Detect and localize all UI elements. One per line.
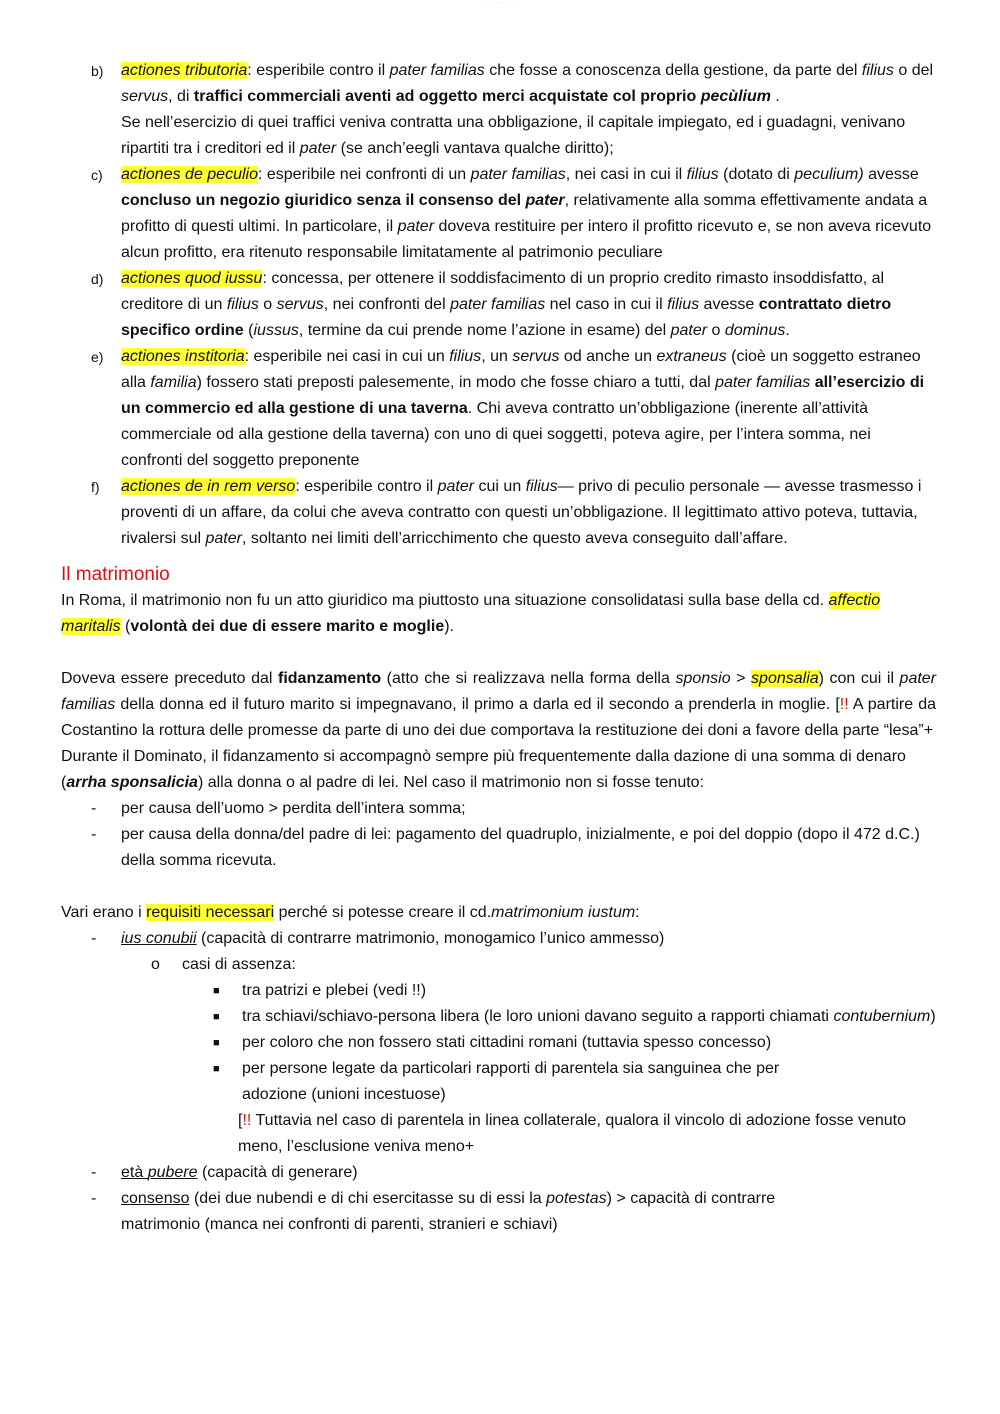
text-run: ) fossero stati preposti palesemente, in modo che fosse chiaro a tutti, dal — [196, 374, 716, 391]
text-run: contrattato dietro specifico ordine — [121, 296, 892, 339]
text-run: potestas — [546, 1190, 607, 1207]
text-run: ) — [930, 1008, 936, 1025]
text-run: doveva restituire per intero il profitto ricevuto e, se non aveva ricevuto alcun profitto, era ritenuto responsabile limitatamente al patrimonio peculiare — [121, 218, 932, 261]
text-run: , relativamente alla somma effettivamente andata a profitto di questi ultimi. In particolare, il — [121, 192, 928, 235]
text-run: volontà dei due di essere marito e moglie — [130, 618, 445, 635]
text-run: avesse — [863, 166, 919, 183]
text-run: servus — [512, 348, 560, 365]
paragraph-fidanzamento — [61, 666, 936, 744]
text-run: , nei confronti del — [323, 296, 451, 313]
text-run: iussus — [253, 322, 299, 339]
text-run: (se anch’eegli vantava qualche diritto); — [336, 140, 614, 157]
paragraph-intro — [61, 588, 936, 640]
note-paragraph — [61, 1108, 936, 1160]
text-run: tra patrizi e plebei (vedi !!) — [242, 982, 427, 999]
list-marker: - — [91, 826, 97, 843]
text-run: A partire da Costantino la rottura delle promesse da parte di uno dei due comportava la restituzione dei doni a favore della parte “lesa”+ — [61, 696, 937, 739]
text-run: pater — [299, 140, 337, 157]
list-item-text — [121, 1160, 936, 1186]
text-run: !! — [839, 696, 849, 713]
text-run: familia — [150, 374, 197, 391]
list-item-text — [242, 1004, 936, 1030]
list-item-text — [121, 796, 936, 822]
text-run: , soltanto nei limiti dell’arricchimento che questo aveva conseguito dall’affare. — [241, 530, 788, 547]
list-item-text — [121, 1186, 816, 1238]
text-run: concluso un negozio giuridico senza il consenso del — [121, 192, 526, 209]
text-run: pater — [437, 478, 475, 495]
list-item-text — [242, 1030, 936, 1056]
paragraph-requisiti — [61, 900, 936, 926]
text-run: filius — [667, 296, 700, 313]
text-run: arrha sponsalicia — [66, 774, 198, 791]
list-marker: o — [151, 956, 160, 973]
text-run: : esperibile nei casi in cui un — [244, 348, 450, 365]
text-run: (cioè un soggetto estraneo alla — [121, 348, 921, 391]
text-run: ) > capacità di contrarre matrimonio (manca nei confronti di parenti, stranieri e schiavi) — [121, 1190, 776, 1233]
text-run: : esperibile contro il — [247, 62, 390, 79]
spacer — [61, 640, 936, 666]
text-run: : esperibile nei confronti di un — [257, 166, 471, 183]
text-run: filius — [449, 348, 482, 365]
text-run: o — [258, 296, 277, 313]
text-run: — privo di peculio personale — avesse trasmesso i proventi di un affare, da colui che aveva contratto con questi un’obbligazione. Il legittimato attivo poteva, tuttavia, rivalersi sul — [121, 478, 922, 547]
text-run: . — [785, 322, 790, 339]
text-run: ( — [243, 322, 254, 339]
text-run: età — [121, 1164, 148, 1181]
spacer — [61, 874, 936, 900]
text-run: pater — [205, 530, 242, 547]
text-run: [ — [238, 1112, 243, 1129]
list-item — [61, 822, 936, 874]
bullet-square-icon: ■ — [213, 1011, 220, 1023]
text-run: Durante il Dominato, il fidanzamento si accompagnò sempre più frequentemente dalla dazione di una somma di denaro ( — [61, 748, 906, 791]
text-run: peculium) — [794, 166, 864, 183]
list-item-text — [121, 926, 936, 952]
list-item — [61, 926, 936, 952]
list-item-text — [121, 162, 936, 266]
list-item — [61, 1186, 936, 1238]
list-item-text — [242, 1056, 826, 1108]
text-run: matrimonium iustum — [491, 904, 636, 921]
section-heading: Il matrimonio — [61, 564, 170, 585]
text-run: In Roma, il matrimonio non fu un atto giuridico ma piuttosto una situazione consolidatasi sulla base della cd. — [61, 592, 829, 609]
list-marker: b) — [91, 63, 104, 79]
text-run: filius — [861, 62, 894, 79]
text-run: traffici commerciali aventi ad oggetto merci acquistate col proprio — [193, 88, 701, 105]
text-run: pater familias — [715, 374, 811, 391]
text-run: : esperibile contro il — [295, 478, 438, 495]
text-run: servus — [276, 296, 324, 313]
document-body — [61, 58, 936, 1238]
text-run: , nei casi in cui il — [565, 166, 687, 183]
list-item — [61, 952, 936, 978]
text-run: sponsalia — [751, 670, 819, 687]
text-run: Tuttavia nel caso di parentela in linea collaterale, qualora il vincolo di adozione fosse venuto meno, l’esclusione veniva meno+ — [238, 1112, 906, 1155]
text-run: pecùlium — [700, 88, 771, 105]
list-item-text — [121, 474, 936, 552]
header-mark: · · · · · · · · · — [486, 0, 514, 6]
text-run: ) alla donna o al padre di lei. Nel caso il matrimonio non si fosse tenuto: — [197, 774, 705, 791]
list-item-text — [182, 952, 936, 978]
text-run: affectio maritalis — [61, 592, 881, 635]
text-run: Vari erano i — [61, 904, 147, 921]
text-run: o del — [893, 62, 934, 79]
text-run: filius — [525, 478, 558, 495]
text-run: Se nell’esercizio di quei traffici veniva contratta una obbligazione, il capitale impiegato, ed i guadagni, venivano ripartiti tra i creditori ed il — [121, 114, 906, 157]
list-marker: - — [91, 800, 97, 817]
text-run: : — [635, 904, 640, 921]
list-marker: c) — [91, 167, 103, 183]
text-run: casi di assenza: — [182, 956, 296, 973]
text-run: od anche un — [559, 348, 657, 365]
list-marker: - — [91, 1190, 97, 1207]
text-run: , termine da cui prende nome l’azione in esame) del — [298, 322, 671, 339]
text-run: o — [707, 322, 725, 339]
text-run: dominus — [724, 322, 786, 339]
text-run: cui un — [474, 478, 526, 495]
list-item — [61, 344, 936, 474]
text-run: tra schiavi/schiavo-persona libera (le loro unioni davano seguito a rapporti chiamati — [242, 1008, 834, 1025]
text-run: per causa della donna/del padre di lei: pagamento del quadruplo, inizialmente, e poi del doppio (dopo il 472 d.C.) della somma ricevuta. — [121, 826, 920, 869]
list-item — [61, 266, 936, 344]
text-run: filius — [686, 166, 719, 183]
text-run: pater — [670, 322, 708, 339]
text-run: ( — [120, 618, 131, 635]
text-run: all’esercizio di un commercio ed alla gestione di una taverna — [121, 374, 925, 417]
text-run: Doveva essere preceduto dal — [61, 670, 278, 687]
text-run: !! — [242, 1112, 252, 1129]
text-run: , di — [168, 88, 194, 105]
list-marker: - — [91, 1164, 97, 1181]
actions-list — [61, 58, 936, 552]
text-run: > — [730, 670, 752, 687]
list-marker: e) — [91, 349, 104, 365]
text-run: della donna ed il futuro marito si impegnavano, il primo a darla ed il secondo a prenderla in moglie. [ — [115, 696, 840, 713]
text-run: (atto che si realizzava nella forma della — [381, 670, 676, 687]
list-item-text — [121, 344, 936, 474]
bullet-square-icon: ■ — [213, 1037, 220, 1049]
text-run: sponsio — [675, 670, 731, 687]
text-run: . — [770, 88, 780, 105]
bullet-square-icon: ■ — [213, 1063, 220, 1075]
text-run: pater familias — [470, 166, 566, 183]
list-marker: - — [91, 930, 97, 947]
paragraph-dominato — [61, 744, 936, 796]
list-item — [61, 1004, 936, 1030]
list-marker: f) — [91, 479, 100, 495]
text-run: pater familias — [450, 296, 546, 313]
list-item — [61, 796, 936, 822]
text-run: servus — [121, 88, 169, 105]
list-item-text — [121, 58, 936, 162]
text-run: perché si potesse creare il cd. — [274, 904, 492, 921]
text-run: filius — [226, 296, 259, 313]
text-run: (dotato di — [718, 166, 795, 183]
text-run: pater — [525, 192, 565, 209]
text-run: actiones quod iussu — [121, 270, 263, 287]
list-item — [61, 474, 936, 552]
list-item — [61, 58, 936, 162]
text-run: per coloro che non fossero stati cittadini romani (tuttavia spesso concesso) — [242, 1034, 772, 1051]
text-run: ius conubii — [121, 930, 197, 947]
text-run: pater familias — [389, 62, 485, 79]
list-marker: d) — [91, 271, 104, 287]
text-run: contubernium — [833, 1008, 931, 1025]
text-run: nel caso in cui il — [545, 296, 668, 313]
list-item — [61, 1030, 936, 1056]
text-run: pater — [397, 218, 435, 235]
text-run: che fosse a conoscenza della gestione, da parte del — [484, 62, 862, 79]
text-run: pater familias — [61, 670, 937, 713]
list-item-text — [242, 978, 936, 1004]
text-run: (capacità di generare) — [197, 1164, 358, 1181]
text-run: extraneus — [656, 348, 727, 365]
text-run: . Chi aveva contratto un’obbligazione (inerente all’attività commerciale od alla gestione della taverna) con uno di quei soggetti, poteva agire, per l’intera somma, nei confronti del soggetto preponente — [121, 400, 871, 469]
text-run: ). — [444, 618, 454, 635]
list-item-text — [121, 266, 936, 344]
text-run: consenso — [121, 1190, 190, 1207]
list-item — [61, 162, 936, 266]
bullet-square-icon: ■ — [213, 985, 220, 997]
text-run: (dei due nubendi e di chi esercitasse su di essi la — [189, 1190, 547, 1207]
text-run: per causa dell’uomo > perdita dell’intera somma; — [121, 800, 466, 817]
text-run: actiones institoria — [121, 348, 245, 365]
list-item — [61, 1056, 936, 1108]
list-item — [61, 978, 936, 1004]
text-run: per persone legate da particolari rapporti di parentela sia sanguinea che per adozione (unioni incestuose) — [242, 1060, 780, 1103]
list-item — [61, 1160, 936, 1186]
text-run: fidanzamento — [278, 670, 382, 687]
text-run: avesse — [699, 296, 759, 313]
text-run: pubere — [147, 1164, 198, 1181]
text-run: , un — [481, 348, 513, 365]
text-run: actiones de peculio — [121, 166, 258, 183]
text-run: (capacità di contrarre matrimonio, monogamico l’unico ammesso) — [196, 930, 665, 947]
text-run: ) con cui il — [818, 670, 900, 687]
text-run: : concessa, per ottenere il soddisfacimento di un proprio credito rimasto insoddisfatto, al creditore di un — [121, 270, 885, 313]
list-item-text — [121, 822, 936, 874]
text-run: requisiti necessari — [146, 904, 275, 921]
text-run: actiones de in rem verso — [121, 478, 296, 495]
text-run: actiones tributoria — [121, 62, 248, 79]
